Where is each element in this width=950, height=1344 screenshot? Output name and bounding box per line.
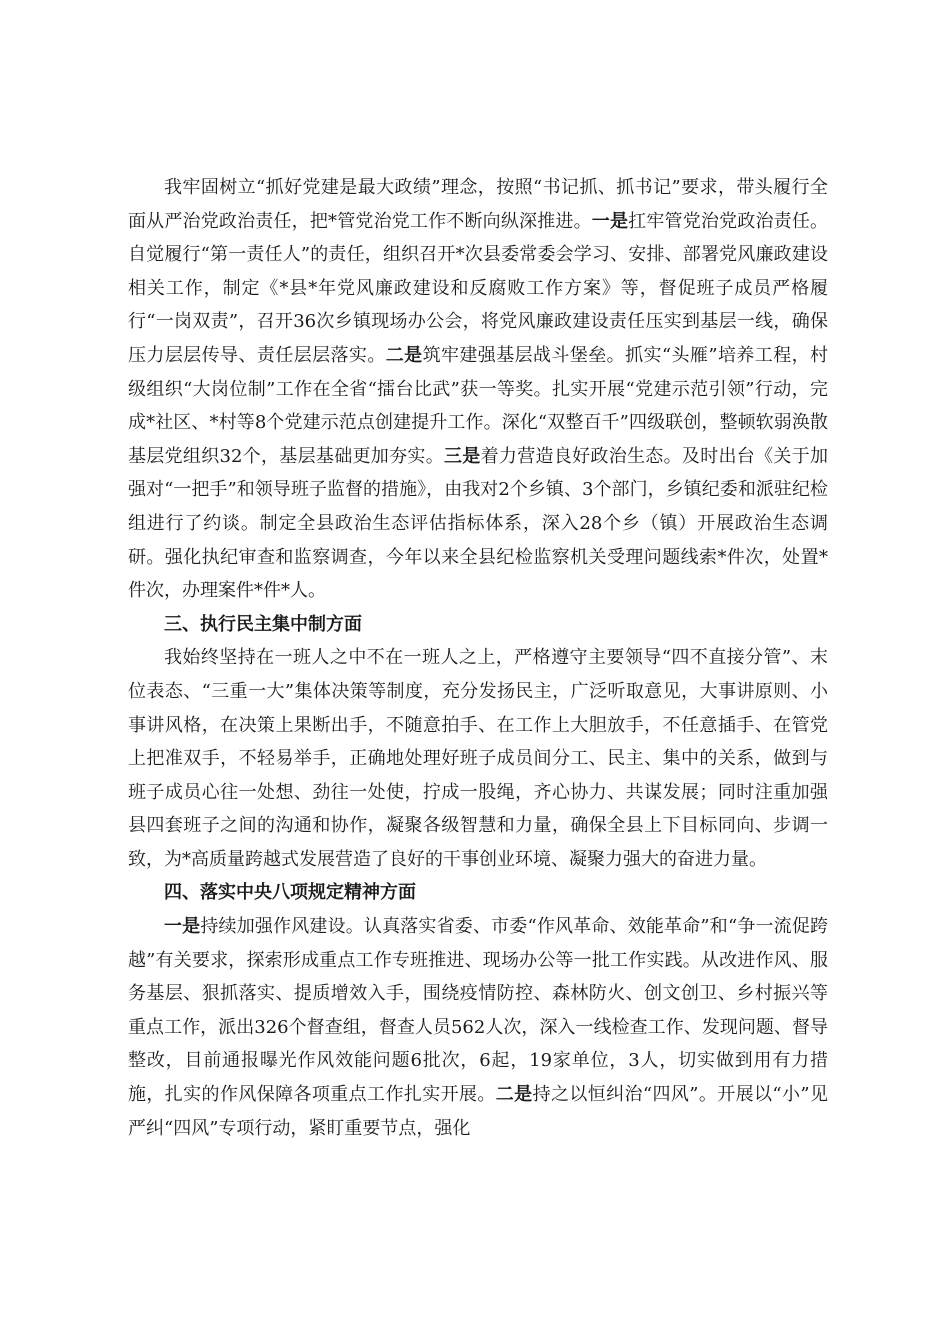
paragraph-text: 持之以恒纠治“四风”。开展以“小”见严纠“四风”专项行动，紧盯重要节点，强化 [128,1084,829,1139]
paragraph-text: 我牢固树立“抓好党建是最大政绩”理念，按照“书记抓、抓书记”要求，带头履行全面从严治党政治责任，把*管党治党工作不断向纵深推进。 [128,177,828,232]
section-heading-democratic-centralism: 三、执行民主集中制方面 [164,613,362,635]
emphasis-first: 一是 [591,210,629,232]
section-heading-eight-regulations: 四、落实中央八项规定精神方面 [164,882,416,904]
paragraph-democratic-centralism: 我始终坚持在一班人之中不在一班人之上，严格遵守主要领导“四不直接分管”、末位表态、“三重一大”集体决策等制度，充分发扬民主，广泛听取意见，大事讲原则、小事讲风格，在决策上果断出手，不随意拍手、在工作上大胆放手，不任意插手、在管党上把准双手，不轻易举手，正确地处理好班子成员间分工、民主、集中的关系，做到与班子成员心往一处想、劲往一处使，拧成一股绳，齐心协力、共谋发展；同时注重加强县四套班子之间的沟通和协作，凝聚各级智慧和力量，确保全县上下目标同向、步调一致，为*高质量跨越式发展营造了良好的干事创业环境、凝聚力强大的奋进力量。 [128,647,828,870]
emphasis-third: 三是 [444,445,481,467]
emphasis-second: 二是 [385,344,423,366]
paragraph-text: 筑牢建强基层战斗堡垒。抓实“头雁”培养工程，村级组织“大岗位制”工作在全省“擂台比武”获一等奖。扎实开展“党建示范引领”行动，完成*社区、*村等8个党建示范点创建提升工作。深化“双整百千”四级联创，整顿软弱涣散基层党组织32个，基层基础更加夯实。 [128,344,829,467]
paragraph-text: 扛牢管党治党政治责任。自觉履行“第一责任人”的责任，组织召开*次县委常委会学习、安排、部署党风廉政建设相关工作，制定《*县*年党风廉政建设和反腐败工作方案》等，督促班子成员严格履行“一岗双责”，召开36次乡镇现场办公会，将党风廉政建设责任压实到基层一线，确保压力层层传导、责任层层落实。 [128,210,829,366]
emphasis-second: 二是 [495,1084,533,1106]
paragraph-text: 持续加强作风建设。认真落实省委、市委“作风革命、效能革命”和“争一流促跨越”有关要求，探索形成重点工作专班推进、现场办公等一批工作实践。从改进作风、服务基层、狠抓落实、提质增效入手，围绕疫情防控、森林防火、创文创卫、乡村振兴等重点工作，派出326个督查组，督查人员562人次，深入一线检查工作、发现问题、督导整改，目前通报曝光作风效能问题6批次，6起，19家单位，3人，切实做到用有力措施，扎实的作风保障各项重点工作扎实开展。 [128,916,829,1106]
paragraph-party-building [128,171,828,608]
paragraph-text: 着力营造良好政治生态。及时出台《关于加强对“一把手”和领导班子监督的措施》，由我对2个乡镇、3个部门，乡镇纪委和派驻纪检组进行了约谈。制定全县政治生态评估指标体系，深入28个乡（镇）开展政治生态调研。强化执纪审查和监察调查，今年以来全县纪检监察机关受理问题线索*件次，处置*件次，办理案件*件*人。 [128,445,829,602]
emphasis-first: 一是 [164,916,201,938]
document-body [128,171,828,1145]
paragraph-eight-regulations [128,910,828,1145]
